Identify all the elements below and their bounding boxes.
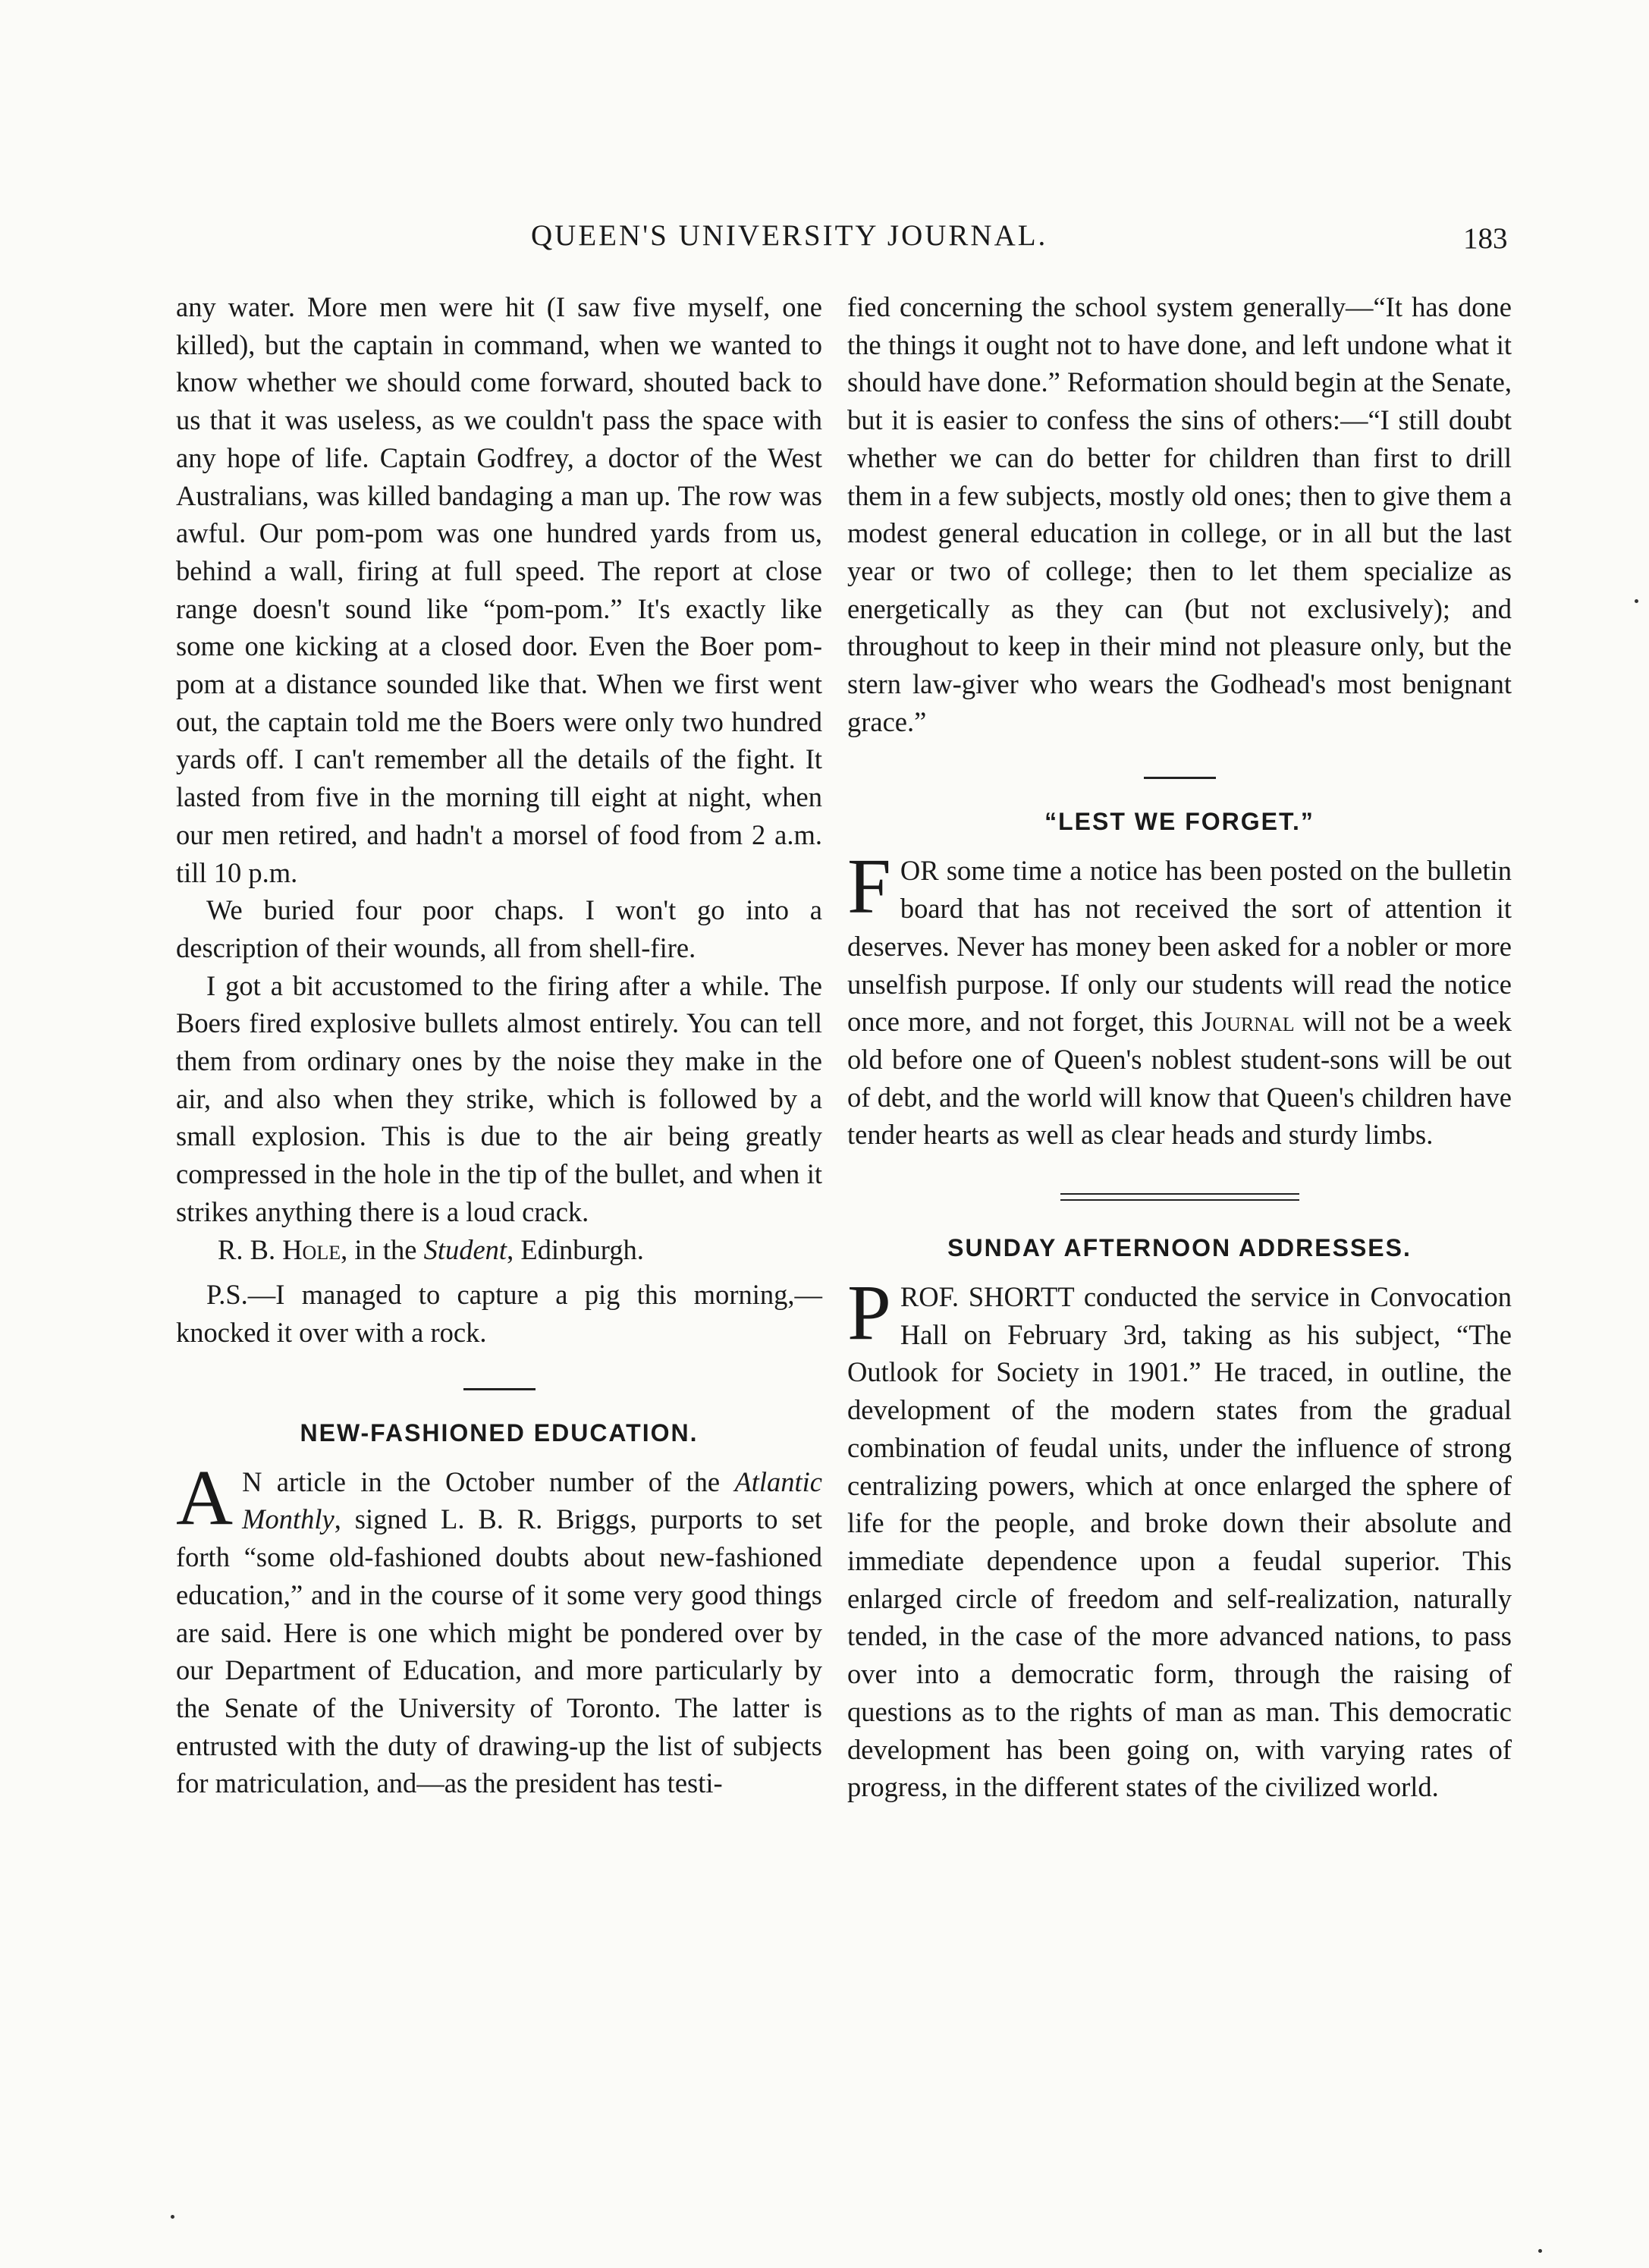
lest-we-forget-lead: OR some time a notice has been posted on the bulletin board that has not received the sort of attention it deserves. Never has money been asked for a nobler or more unselfish purpose. If only our students will read the notice once more, and not forget, this (847, 855, 1512, 1038)
left-column (176, 288, 822, 1802)
signature-name: Hole (282, 1233, 341, 1265)
lest-we-forget-paragraph (847, 843, 1512, 1154)
article-heading-lest-we-forget: “LEST WE FORGET.” (1044, 808, 1314, 836)
signature-place: , Edinburgh. (507, 1233, 644, 1265)
education-continued: fied concerning the school system generally—“It has done the things it ought not to have done, and left undone what it should have done.” Reformation should begin at the Senate, but it is easier to confess the sins of others:—“I still doubt whether we can do better for children than first to drill them in a few subjects, mostly old ones; then to give them a modest general education in college, or in all but the last year or two of college; then to let them specialize as energetically as they can (but not exclusively); and throughout to keep in their mind not pleasure only, but the stern law-giver who wears the Godhead's most benignant grace.” (847, 291, 1512, 737)
section-divider (1144, 777, 1216, 779)
education-paragraph (176, 1453, 822, 1802)
magazine-title: Atlantic Monthly (242, 1465, 822, 1535)
signature-initials: R. B. (218, 1233, 283, 1265)
sunday-addresses-lead: ROF. SHORTT conducted the service in Convocation Hall on February 3rd, taking as his subject, “The Outlook for Society in 1901.” He traced, in outline, the development of the modern states from the gradual combination of feudal units, under the influence of strong centralizing powers, which at once enlarged the sphere of life for the people, and broke down their absolute and immediate dependence upon a feudal superior. This enlarged circle of freedom and self-realization, naturally tended, in the case of the more advanced nations, to pass over into a democratic form, through the raising of questions as to the rights of man as man. This democratic development has been going on, with varying rates of progress, in the different states of the civilized world. (847, 1281, 1512, 1803)
letter-paragraph: any water. More men were hit (I saw five myself, one killed), but the captain in command, when we wanted to know whether we should come forward, shouted back to us that it was useless, as we couldn't pass the space with any hope of life. Captain Godfrey, a doctor of the West Australians, was killed bandaging a man up. The row was awful. Our pom-pom was one hundred yards from us, behind a wall, firing at full speed. The report at close range doesn't sound like “pom-pom.” It's exactly like some one kicking at a closed door. Even the Boer pom-pom at a distance sounded like that. When we first went out, the captain told me the Boers were only two hundred yards off. I can't remember all the details of the fight. It lasted from five in the morning till eight at night, when our men retired, and hadn't a morsel of food from 2 a.m. till 10 p.m. (176, 291, 822, 888)
scan-speck (1538, 2249, 1542, 2253)
right-column (847, 288, 1512, 1806)
page-number: 183 (1463, 222, 1508, 255)
article-heading-sunday-addresses: SUNDAY AFTERNOON ADDRESSES. (947, 1234, 1412, 1262)
signature-paper: Student (423, 1233, 507, 1265)
signature-in: , in the (341, 1233, 424, 1265)
drop-cap: A (176, 1453, 234, 1541)
drop-cap: P (847, 1269, 891, 1357)
scan-speck (1635, 599, 1638, 603)
double-divider (1060, 1193, 1299, 1201)
lest-we-forget-rest: will not be a week old before one of Queen's noblest student-sons will be out of debt, and the world will know that Queen's children have tender hearts as well as clear heads and sturdy limbs. (847, 1006, 1512, 1151)
scan-speck (171, 2215, 174, 2219)
letter-paragraph: I got a bit accustomed to the firing after a while. The Boers fired explosive bullets almost entirely. You can tell them from ordinary ones by the noise they make in the air, and also when they strike, which is followed by a small explosion. This is due to the air being greatly compressed in the hole in the tip of the bullet, and when it strikes anything there is a loud crack. (176, 969, 822, 1227)
article-heading-education: NEW-FASHIONED EDUCATION. (300, 1418, 699, 1447)
page-header (0, 218, 1649, 264)
letter-signature (176, 1231, 822, 1269)
sunday-addresses-paragraph (847, 1269, 1512, 1806)
letter-paragraph: We buried four poor chaps. I won't go into a description of their wounds, all from shell-fire. (176, 894, 822, 963)
running-title: QUEEN'S UNIVERSITY JOURNAL. (531, 219, 1048, 252)
journal-name: Journal (1201, 1006, 1295, 1038)
drop-cap: F (847, 843, 891, 931)
section-divider (463, 1388, 536, 1390)
postscript: P.S.—I managed to capture a pig this morning,—knocked it over with a rock. (176, 1279, 822, 1348)
education-rest: , signed L. B. R. Briggs, purports to set forth “some old-fashioned doubts about new-fashioned education,” and in the course of it some very good things are said. Here is one which might be pondered over by our Department of Education, and more particularly by the Senate of the University of Toronto. The latter is entrusted with the duty of drawing-up the list of subjects for matriculation, and—as the president has testi- (176, 1503, 822, 1799)
education-lead: N article in the October number of the (242, 1465, 735, 1497)
